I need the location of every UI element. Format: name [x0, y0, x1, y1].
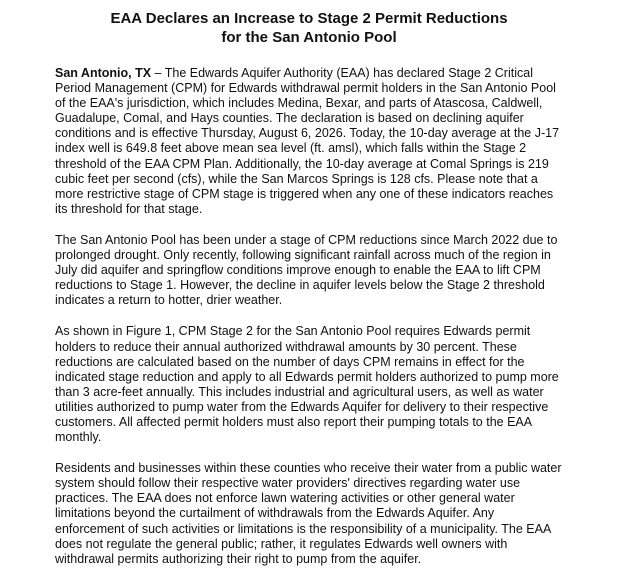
page-title — [0, 9, 618, 47]
dateline: San Antonio, TX — [55, 66, 152, 80]
title-line-2: for the San Antonio Pool — [221, 29, 397, 46]
paragraph-4: Residents and businesses within these counties who receive their water from a public water system should follow their respective water providers' directives regarding water use practices. The EAA does not enforce lawn watering activities or other general water limitations beyond the curtailment of withdrawals from the Edwards Aquifer. Any enforcement of such activities or limitations is the responsibility of a municipality. The EAA does not regulate the general public; rather, it regulates Edwards well owners with withdrawal permits authorizing their right to pump from the aquifer. — [55, 461, 562, 566]
paragraph-2: The San Antonio Pool has been under a stage of CPM reductions since March 2022 due to prolonged drought. Only recently, following significant rainfall across much of the region in July did aquifer and springflow conditions improve enough to enable the EAA to lift CPM reductions to Stage 1. However, the decline in aquifer levels below the Stage 2 threshold indicates a return to hotter, drier weather. — [55, 232, 558, 308]
paragraph-1 — [55, 66, 565, 217]
title-line-1: EAA Declares an Increase to Stage 2 Permit Reductions — [110, 10, 508, 27]
document-body — [55, 66, 565, 583]
paragraph-3: As shown in Figure 1, CPM Stage 2 for the San Antonio Pool requires Edwards permit holders to reduce their annual authorized withdrawal amounts by 30 percent. These reductions are calculated based on the number of days CPM remains in effect for the indicated stage reduction and apply to all Edwards permit holders authorized to pump more than 3 acre-feet annually. This includes industrial and agricultural users, as well as water utilities authorized to pump water from the Edwards Aquifer for delivery to their respective customers. All affected permit holders must also report their pumping totals to the EAA monthly. — [55, 324, 559, 445]
paragraph-1-text: – The Edwards Aquifer Authority (EAA) has declared Stage 2 Critical Period Management (CPM) for Edwards withdrawal permit holders in the San Antonio Pool of the EAA's jurisdiction, which includes Medina, Bexar, and parts of Atascosa, Caldwell, Guadalupe, Comal, and Hays counties. The declaration is based on declining aquifer conditions and is effective Thursday, August 6, 2026. Today, the 10-day average at the J-17 index well is 649.8 feet above mean sea level (ft. amsl), which falls within the Stage 2 threshold of the EAA CPM Plan. Additionally, the 10-day average at Comal Springs is 219 cubic feet per second (cfs), while the San Marcos Springs is 128 cfs. Please note that a more restrictive stage of CPM stage is triggered when any one of these indicators reaches its threshold for that stage. — [55, 66, 560, 216]
